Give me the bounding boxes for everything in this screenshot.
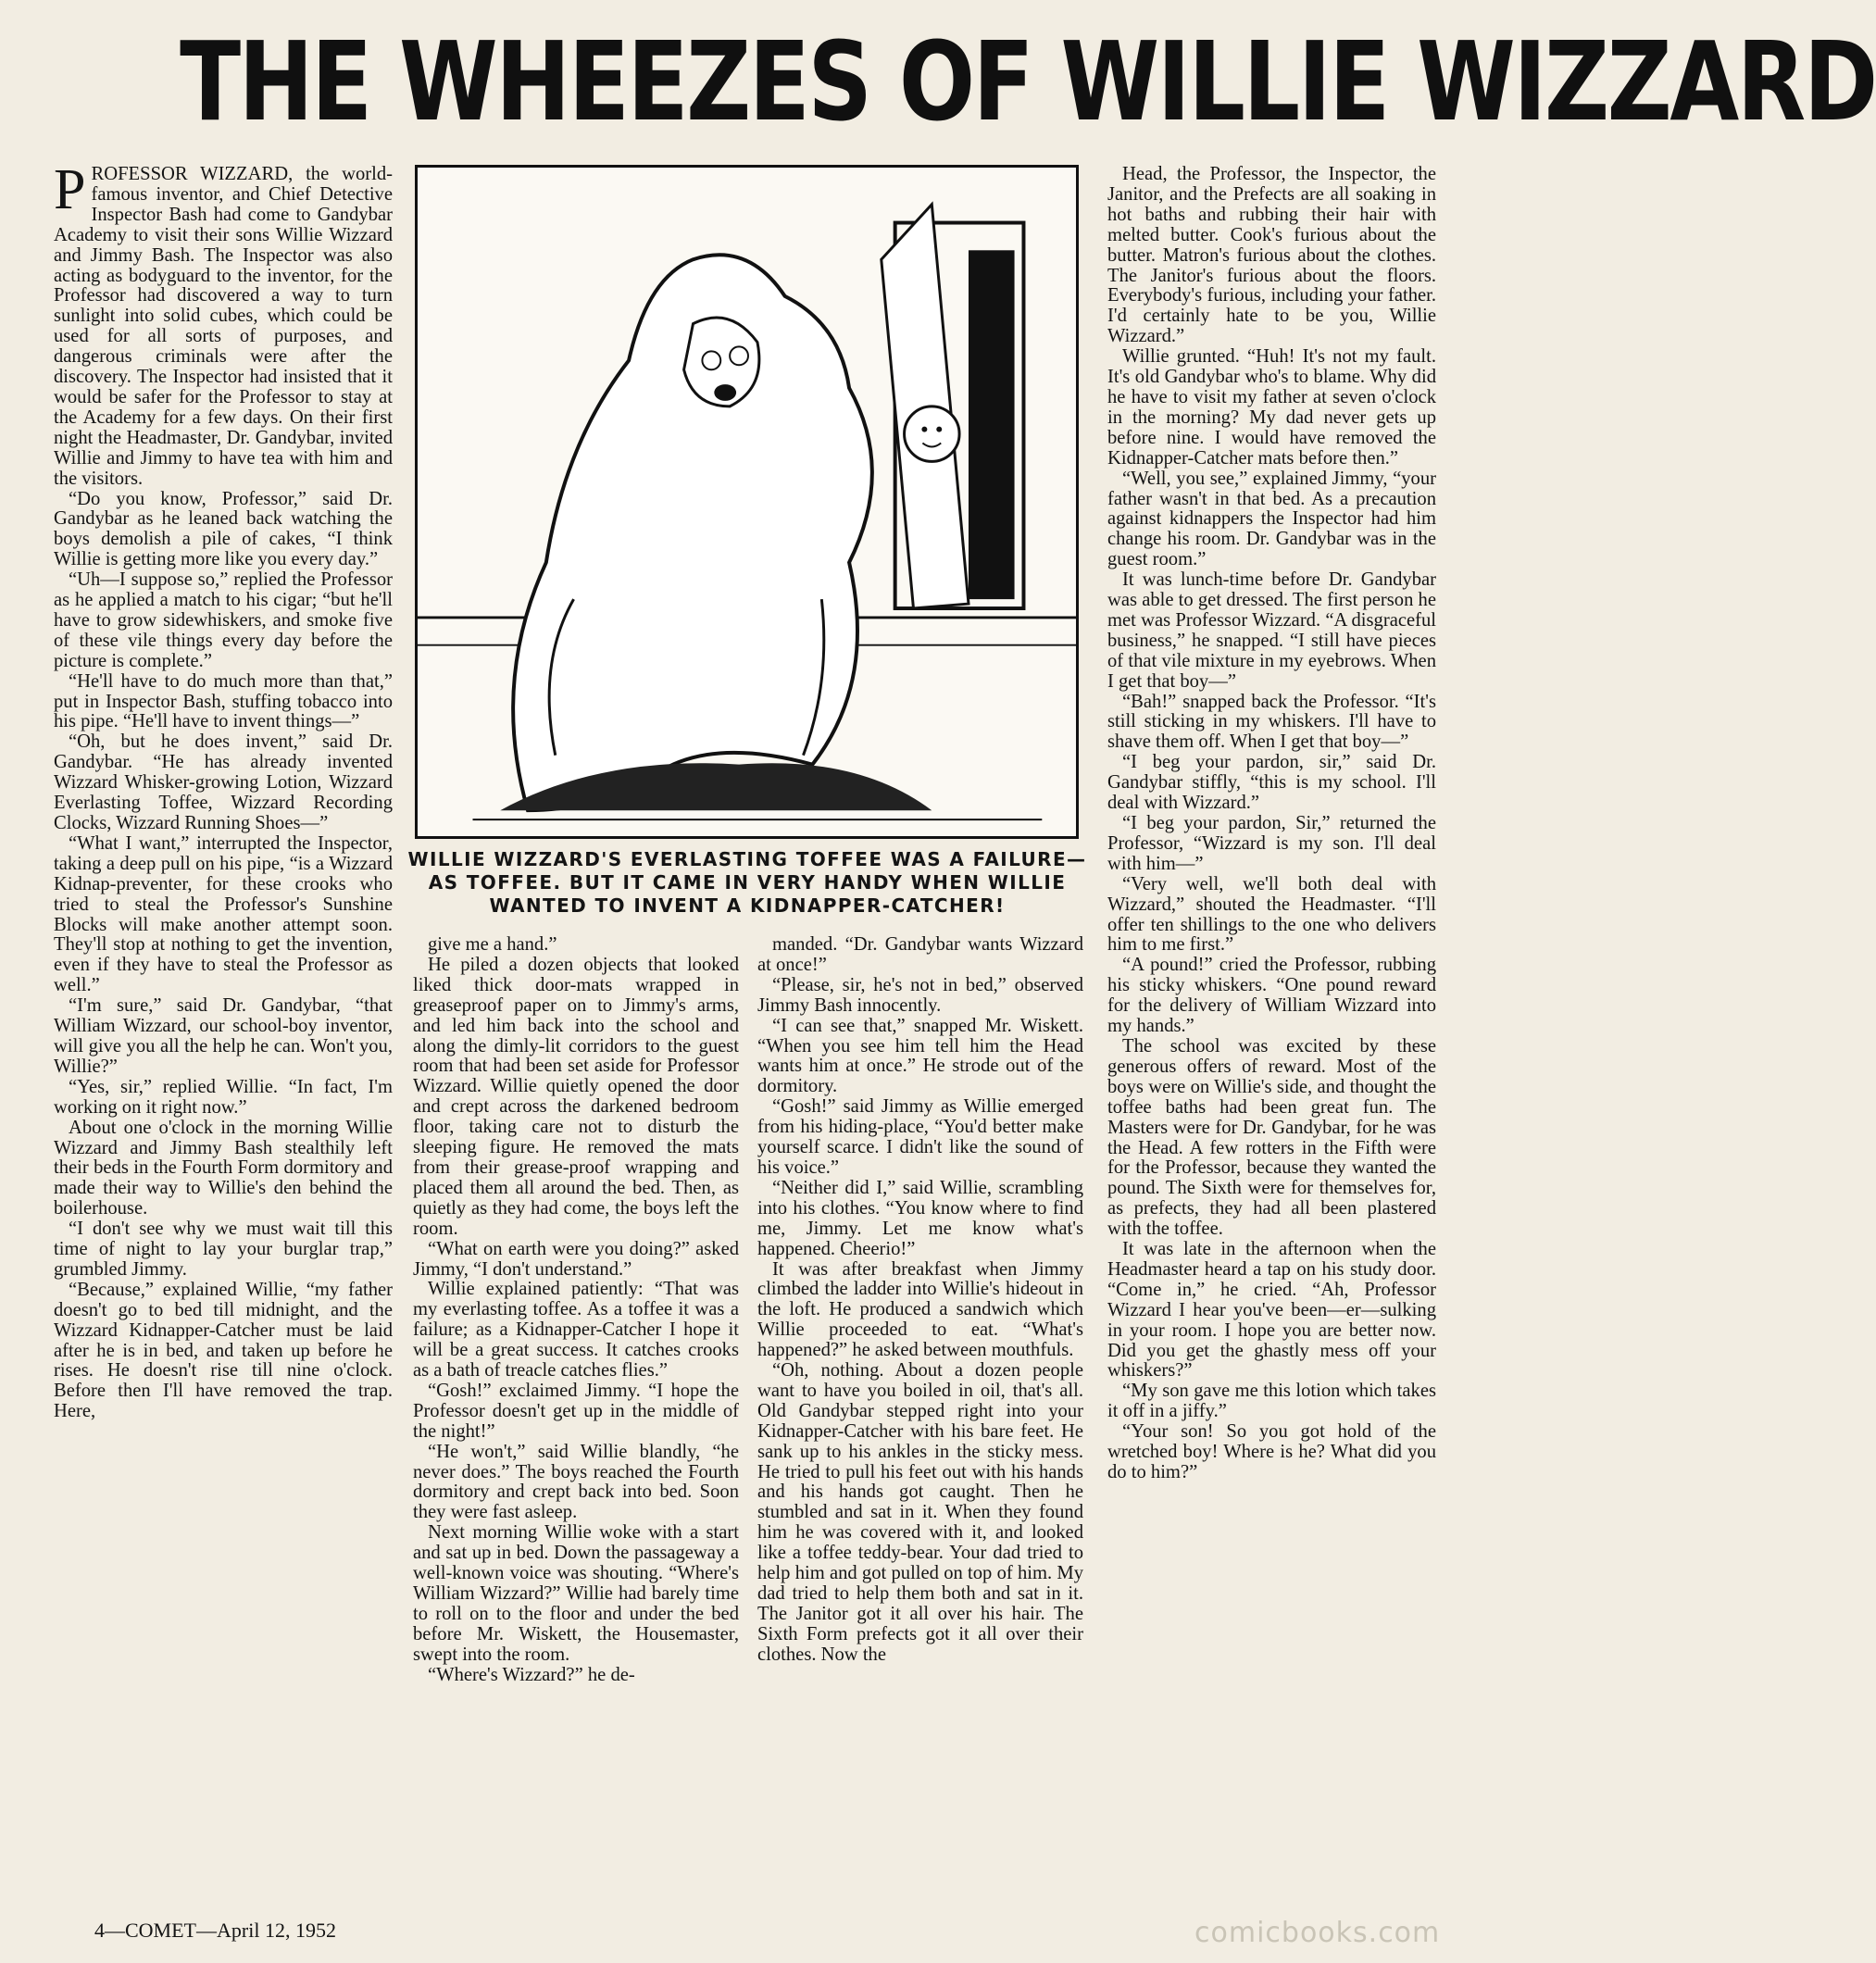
paragraph-text: “He'll have to do much more than that,” put in Inspector Bash, stuffing tobacco into his pipe. “He'll have to invent things—”	[54, 670, 393, 732]
paragraph	[413, 935, 739, 956]
paragraph	[1107, 753, 1436, 814]
paragraph-text: “Your son! So you got hold of the wretched boy! Where is he? What did you do to him?”	[1107, 1421, 1436, 1482]
paragraph-text: “Bah!” snapped back the Professor. “It's still sticking in my whiskers. I'll have to shave them off. When I get that boy—”	[1107, 691, 1436, 753]
paragraph	[1107, 1240, 1436, 1382]
paragraph	[54, 490, 393, 571]
paragraph	[413, 1280, 739, 1382]
paragraph	[757, 1017, 1083, 1098]
paragraph-text: Head, the Professor, the Inspector, the Janitor, and the Prefects are all soaking in hot baths and rubbing their hair with melted butter. Cook's furious about the butter. Matron's furious about the clothes. The Janitor's furious about the floors. Everybody's furious, including your father. I'd certainly hate to be you, Willie Wizzard.”	[1107, 164, 1436, 347]
paragraph-text: “I beg your pardon, Sir,” returned the Professor, “Wizzard is my son. I'll deal with him—”	[1107, 813, 1436, 874]
paragraph-text: “Yes, sir,” replied Willie. “In fact, I'm working on it right now.”	[54, 1076, 393, 1118]
text-column-3	[757, 935, 1083, 1898]
paragraph	[413, 1666, 739, 1686]
page-footer: 4—COMET—April 12, 1952	[94, 1919, 336, 1942]
text-column-4	[1107, 165, 1436, 1898]
paragraph-text: Willie explained patiently: “That was my everlasting toffee. As a toffee it was a failure; as a Kidnapper-Catcher I hope it will be a great success. It catches crooks as a bath of treacle catches flies.”	[413, 1279, 739, 1382]
paragraph	[54, 570, 393, 672]
paragraph-text: “Gosh!” said Jimmy as Willie emerged from his hiding-place, “You'd better make yourself scarce. I didn't like the sound of his voice.”	[757, 1096, 1083, 1178]
paragraph-text: “Uh—I suppose so,” replied the Professor as he applied a match to his cigar; “but he'll have to grow sidewhiskers, and smoke five of these vile things every day before the picture is complete.”	[54, 569, 393, 671]
paragraph-text: manded. “Dr. Gandybar wants Wizzard at once!”	[757, 934, 1083, 975]
paragraph	[1107, 956, 1436, 1037]
paragraph-text: “Neither did I,” said Willie, scrambling into his clothes. “You know where to find me, Jimmy. Let me know what's happened. Cheerio!”	[757, 1177, 1083, 1259]
text-column-1	[54, 158, 393, 1898]
illustration-caption: WILLIE WIZZARD'S EVERLASTING TOFFEE WAS A FAILURE— AS TOFFEE. BUT IT CAME IN VERY HANDY WHEN WILLIE WANTED TO INVENT A KIDNAPPER-CATCHER!	[407, 848, 1087, 917]
paragraph-text: “What on earth were you doing?” asked Jimmy, “I don't understand.”	[413, 1238, 739, 1280]
paragraph-text: “My son gave me this lotion which takes it off in a jiffy.”	[1107, 1381, 1436, 1422]
paragraph-text: “Please, sir, he's not in bed,” observed Jimmy Bash innocently.	[757, 974, 1083, 1016]
paragraph	[1107, 165, 1436, 347]
paragraph	[1107, 1382, 1436, 1422]
paragraph-text: ROFESSOR WIZZARD, the world-famous inventor, and Chief Detective Inspector Bash had come to Gandybar Academy to visit their sons Willie Wizzard and Jimmy Bash. The Inspector was also acting as bodyguard to the inventor, for the Professor had discovered a way to turn sunlight into solid cubes, which could be used for all sorts of purposes, and dangerous criminals were after the discovery. The Inspector had insisted that it would be safer for the Professor to stay at the Academy for a few days. On their first night the Headmaster, Dr. Gandybar, invited Willie and Jimmy to have tea with him and the visitors.	[54, 164, 393, 489]
paragraph	[1107, 1037, 1436, 1240]
toffee-illustration-image	[418, 168, 1076, 836]
paragraph	[413, 956, 739, 1240]
drop-cap: P	[54, 158, 86, 221]
watermark: comicbooks.com	[1194, 1917, 1441, 1949]
paragraph-text: “He won't,” said Willie blandly, “he never does.” The boys reached the Fourth dormitory and crept back into bed. Soon they were fast asleep.	[413, 1441, 739, 1523]
paragraph-text: “I beg your pardon, sir,” said Dr. Gandybar stiffly, “this is my school. I'll deal with Wizzard.”	[1107, 752, 1436, 814]
paragraph-text: “Gosh!” exclaimed Jimmy. “I hope the Professor doesn't get up in the middle of the night!”	[413, 1380, 739, 1442]
paragraph	[1107, 347, 1436, 469]
paragraph-text: “What I want,” interrupted the Inspector, taking a deep pull on his pipe, “is a Wizzard Kidnap-preventer, for these crooks who tried to steal the Professor's Sunshine Blocks will make another attempt soon. They'll stop at nothing to get the invention, even if they have to steal the Professor as well.”	[54, 832, 393, 996]
paragraph-text: “Because,” explained Willie, “my father doesn't go to bed till midnight, and the Wizzard Kidnapper-Catcher must be laid after he is in bed, and taken up before he rises. He doesn't rise till nine o'clock. Before then I'll have removed the trap. Here,	[54, 1279, 393, 1422]
paragraph	[757, 1361, 1083, 1666]
text-column-2	[413, 935, 739, 1898]
paragraph	[757, 935, 1083, 976]
paragraph-text: “I don't see why we must wait till this time of night to lay your burglar trap,” grumbled Jimmy.	[54, 1219, 393, 1280]
illustration	[415, 165, 1079, 839]
paragraph-text: It was after breakfast when Jimmy climbed the ladder into Willie's hideout in the loft. He produced a sandwich which Willie proceeded to eat. “What's happened?” he asked between mouthfuls.	[757, 1258, 1083, 1361]
paragraph	[54, 732, 393, 834]
paragraph-text: Next morning Willie woke with a start and sat up in bed. Down the passageway a well-known voice was shouting. “Where's William Wizzard?” Willie had barely time to roll on to the floor and under the bed before Mr. Wiskett, the Housemaster, swept into the room.	[413, 1522, 739, 1665]
paragraph-text: “I'm sure,” said Dr. Gandybar, “that William Wizzard, our school-boy inventor, will give you all the help he can. Won't you, Willie?”	[54, 995, 393, 1077]
paragraph-text: It was late in the afternoon when the Headmaster heard a tap on his study door. “Come in,” he cried. “Ah, Professor Wizzard I hear you've been—er—sulking in your room. I hope you are better now. Did you get the ghastly mess off your whiskers?”	[1107, 1239, 1436, 1382]
paragraph	[54, 1219, 393, 1281]
paragraph	[757, 976, 1083, 1017]
paragraph	[54, 1281, 393, 1422]
paragraph	[54, 1119, 393, 1220]
paragraph-text: “Do you know, Professor,” said Dr. Gandybar as he leaned back watching the boys demolish a pile of cakes, “I think Willie is getting more like you every day.”	[54, 488, 393, 570]
paragraph	[54, 158, 393, 490]
paragraph	[1107, 469, 1436, 571]
paragraph-text: “Well, you see,” explained Jimmy, “your father wasn't in that bed. As a precaution against kidnappers the Inspector had him change his room. Dr. Gandybar was in the guest room.”	[1107, 468, 1436, 570]
paragraph	[1107, 693, 1436, 754]
paragraph-text: “Oh, nothing. About a dozen people want to have you boiled in oil, that's all. Old Gandybar stepped right into your Kidnapper-Catcher with his bare feet. He sank up to his ankles in the sticky mess. He tried to pull his feet out with his hands and his hands got caught. Then he stumbled and sat in it. When they found him he was covered with it, and looked like a toffee teddy-bear. Your dad tried to help him and got pulled on top of him. My dad tried to help them both and sat in it. The Janitor got it all over his hair. The Sixth Form prefects got it all over their clothes. Now the	[757, 1360, 1083, 1665]
paragraph	[54, 996, 393, 1078]
paragraph-text: “Oh, but he does invent,” said Dr. Gandybar. “He has already invented Wizzard Whisker-growing Lotion, Wizzard Everlasting Toffee, Wizzard Recording Clocks, Wizzard Running Shoes—”	[54, 731, 393, 833]
paragraph	[413, 1240, 739, 1281]
paragraph	[54, 672, 393, 733]
paragraph-text: “Where's Wizzard?” he de-	[428, 1664, 635, 1685]
paragraph-text: About one o'clock in the morning Willie Wizzard and Jimmy Bash stealthily left their beds in the Fourth Form dormitory and made their way to Willie's den behind the boilerhouse.	[54, 1117, 393, 1219]
paragraph-text: “I can see that,” snapped Mr. Wiskett. “When you see him tell him the Head wants him at once.” He strode out of the dormitory.	[757, 1015, 1083, 1097]
paragraph	[1107, 1422, 1436, 1483]
paragraph	[757, 1179, 1083, 1260]
paragraph	[757, 1260, 1083, 1362]
paragraph	[413, 1523, 739, 1665]
paragraph	[413, 1443, 739, 1524]
paragraph	[1107, 875, 1436, 956]
paragraph	[1107, 570, 1436, 692]
article-title: THE WHEEZES OF WILLIE WIZZARD	[180, 18, 1876, 145]
paragraph-text: It was lunch-time before Dr. Gandybar was able to get dressed. The first person he met was Professor Wizzard. “A disgraceful business,” he snapped. “I still have pieces of that vile mixture in my eyebrows. When I get that boy—”	[1107, 569, 1436, 692]
paragraph-text: “A pound!” cried the Professor, rubbing his sticky whiskers. “One pound reward for the delivery of William Wizzard into my hands.”	[1107, 955, 1436, 1037]
paragraph-text: give me a hand.”	[428, 934, 557, 955]
paragraph-text: The school was excited by these generous offers of reward. Most of the boys were on Willie's side, and thought the toffee baths had been great fun. The Masters were for Dr. Gandybar, for he was the Head. A few rotters in the Fifth were for the Professor, because they wanted the pound. The Sixth were for themselves for, as prefects, they had all been plastered with the toffee.	[1107, 1035, 1436, 1240]
paragraph-text: Willie grunted. “Huh! It's not my fault. It's old Gandybar who's to blame. Why did he have to visit my father at seven o'clock in the morning? My dad never gets up before nine. I would have removed the Kidnapper-Catcher mats before then.”	[1107, 346, 1436, 469]
paragraph	[54, 1078, 393, 1119]
paragraph	[54, 834, 393, 996]
paragraph-text: He piled a dozen objects that looked liked thick door-mats wrapped in greaseproof paper on to Jimmy's arms, and led him back into the school and along the dimly-lit corridors to the guest room that had been set aside for Professor Wizzard. Willie quietly opened the door and crept across the darkened bedroom floor, taking care not to disturb the sleeping figure. He removed the mats from their grease-proof wrapping and placed them all around the bed. Then, as quietly as they had come, the boys left the room.	[413, 954, 739, 1239]
paragraph	[413, 1382, 739, 1443]
paragraph	[1107, 814, 1436, 875]
paragraph	[757, 1097, 1083, 1179]
paragraph-text: “Very well, we'll both deal with Wizzard,” shouted the Headmaster. “I'll offer ten shillings to the one who delivers him to me first.”	[1107, 873, 1436, 956]
